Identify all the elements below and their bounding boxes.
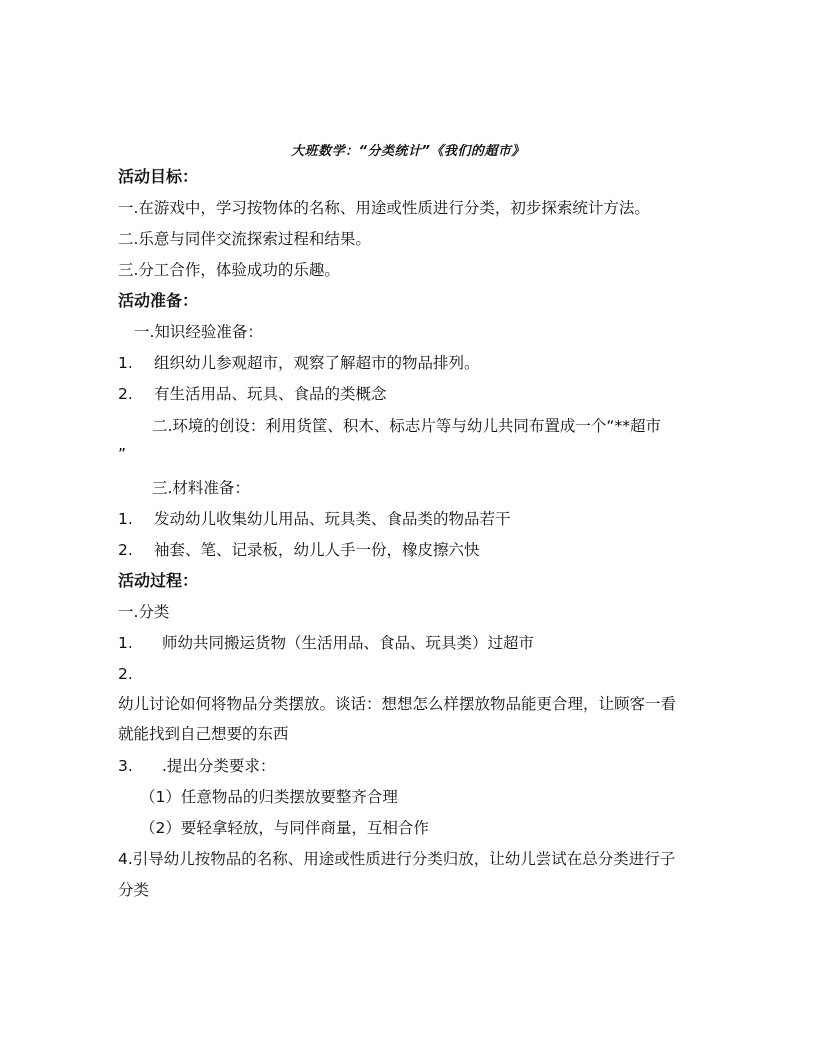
prep-heading: 活动准备： xyxy=(118,291,199,310)
list-text: 袖套、笔、记录板，幼儿人手一份，橡皮擦六快 xyxy=(154,541,480,559)
process-step-2-number: 2. xyxy=(118,665,133,683)
process-heading: 活动过程： xyxy=(118,571,199,590)
prep-sub-knowledge: 一.知识经验准备： xyxy=(134,323,263,341)
prep-list3-item-1 xyxy=(118,508,511,530)
list-text: 有生活用品、玩具、食品的类概念 xyxy=(154,385,387,403)
process-step-4-line-2: 分类 xyxy=(118,881,150,899)
goal-item-3: 三.分工合作，体验成功的乐趣。 xyxy=(118,261,340,279)
list-number: 1. xyxy=(118,510,133,528)
process-requirement-1: （1）任意物品的归类摆放要整齐合理 xyxy=(140,788,398,806)
document-title: 大班数学：“分类统计”《我们的超市》 xyxy=(291,144,525,159)
prep-list1-item-2 xyxy=(118,383,387,405)
process-step-3 xyxy=(118,755,275,777)
list-number: 2. xyxy=(118,541,133,559)
process-sub-classify: 一.分类 xyxy=(118,603,170,621)
goal-item-1: 一.在游戏中，学习按物体的名称、用途或性质进行分类，初步探索统计方法。 xyxy=(118,199,650,217)
prep-list3-item-2 xyxy=(118,539,480,561)
prep-sub-environment-cont: ” xyxy=(118,445,127,463)
prep-sub-environment: 二.环境的创设：利用货筐、积木、标志片等与幼儿共同布置成一个“**超市 xyxy=(152,417,661,435)
goals-heading: 活动目标： xyxy=(118,167,199,186)
prep-sub-materials: 三.材料准备： xyxy=(152,479,250,497)
process-step-2-line-1: 幼儿讨论如何将物品分类摆放。谈话：想想怎么样摆放物品能更合理，让顾客一看 xyxy=(118,695,677,713)
process-step-1 xyxy=(118,632,534,654)
list-text: .提出分类要求： xyxy=(162,757,276,775)
list-number: 1. xyxy=(118,354,133,372)
list-text: 组织幼儿参观超市，观察了解超市的物品排列。 xyxy=(154,354,480,372)
list-text: 师幼共同搬运货物（生活用品、食品、玩具类）过超市 xyxy=(162,634,535,652)
process-step-2-line-2: 就能找到自己想要的东西 xyxy=(118,725,289,743)
process-step-4-line-1: 4.引导幼儿按物品的名称、用途或性质进行分类归放，让幼儿尝试在总分类进行子 xyxy=(118,850,676,868)
goal-item-2: 二.乐意与同伴交流探索过程和结果。 xyxy=(118,230,371,248)
prep-list1-item-1 xyxy=(118,352,480,374)
process-requirement-2: （2）要轻拿轻放，与同伴商量，互相合作 xyxy=(140,819,429,837)
list-text: 发动幼儿收集幼儿用品、玩具类、食品类的物品若干 xyxy=(154,510,511,528)
list-number: 2. xyxy=(118,385,133,403)
list-number: 1. xyxy=(118,634,133,652)
list-number: 3. xyxy=(118,757,133,775)
